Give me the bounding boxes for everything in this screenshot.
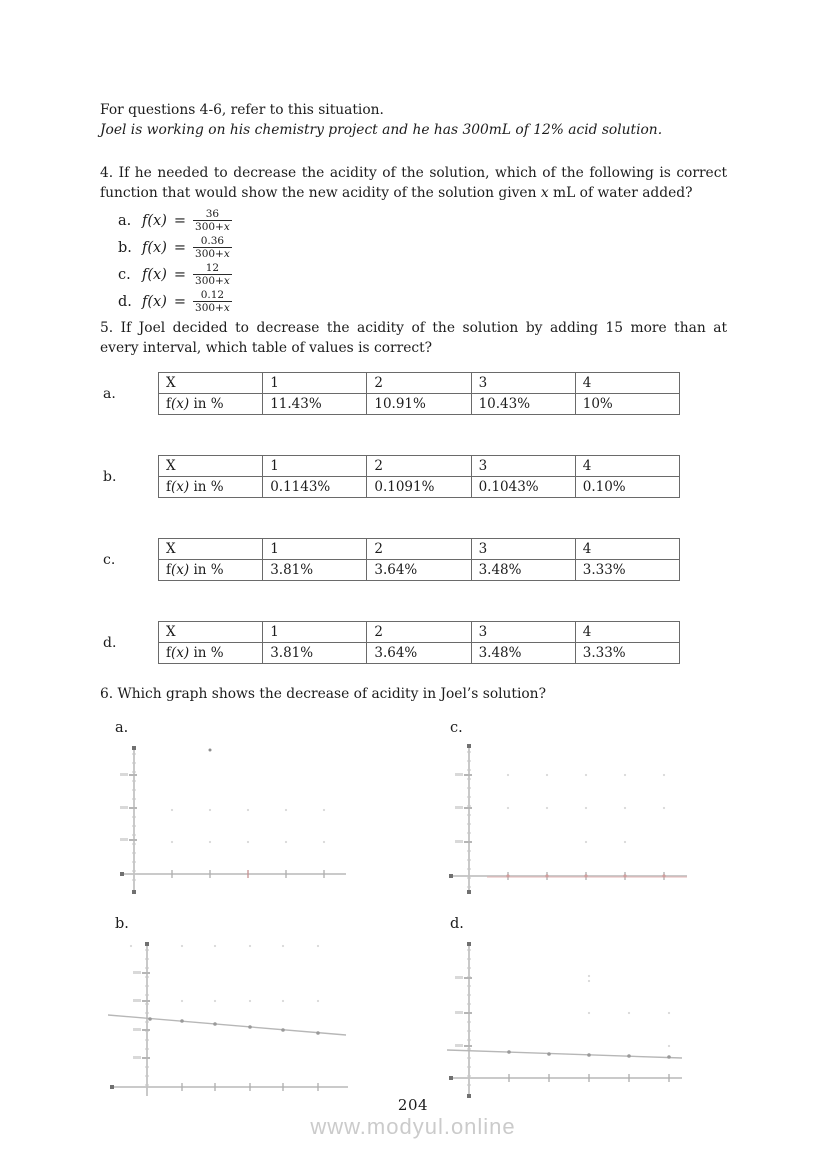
table-value-cell: 3.33% — [575, 643, 679, 664]
option-label: c. — [118, 266, 131, 283]
table-header-row — [159, 456, 680, 477]
row-label-rest: in % — [189, 395, 224, 412]
equals-sign: = — [173, 293, 187, 310]
table-header-cell: X — [159, 456, 263, 477]
fraction — [193, 262, 232, 287]
function-notation: f(x) — [142, 212, 167, 229]
row-label-f: f — [166, 561, 171, 578]
fraction-numerator: 0.36 — [200, 235, 225, 247]
page-number: 204 — [397, 1096, 429, 1114]
denominator-variable: x — [223, 302, 230, 314]
table-header-row — [159, 373, 680, 394]
graph-label: b. — [115, 915, 129, 932]
question-4-text-pre: function that would show the new acidity of the solution given — [100, 184, 541, 201]
question-5-tables — [100, 372, 727, 664]
table-value-row — [159, 477, 680, 498]
fraction-denominator — [193, 247, 232, 260]
table-value-cell: 3.64% — [367, 560, 471, 581]
equals-sign: = — [173, 239, 187, 256]
table-value-cell: 3.81% — [263, 643, 367, 664]
table-label: a. — [103, 385, 116, 402]
graph-option-b — [100, 916, 447, 1104]
option-label: b. — [118, 239, 132, 256]
table-value-cell: 11.43% — [263, 394, 367, 415]
table-header-cell: 3 — [471, 456, 575, 477]
function-notation: f(x) — [142, 239, 167, 256]
graph-label: c. — [450, 719, 463, 736]
graph-option-a — [100, 720, 447, 904]
table-value-cell: 3.64% — [367, 643, 471, 664]
row-label-x: (x) — [171, 561, 190, 578]
table-value-cell: 0.1143% — [263, 477, 367, 498]
table-value-cell: 3.48% — [471, 643, 575, 664]
fraction-numerator: 36 — [205, 208, 220, 220]
values-table — [158, 455, 680, 498]
row-label-f: f — [166, 478, 171, 495]
table-header-cell: 4 — [575, 373, 679, 394]
table-value-cell: 3.48% — [471, 560, 575, 581]
table-value-row — [159, 394, 680, 415]
values-table — [158, 621, 680, 664]
row-label-rest: in % — [189, 478, 224, 495]
denominator-constant: 300+ — [195, 248, 224, 260]
question-5-text-line-1: 5. If Joel decided to decrease the acidity of the solution by adding 15 more than at — [100, 320, 727, 336]
denominator-constant: 300+ — [195, 275, 224, 287]
question-4-text-post: mL of water added? — [548, 184, 693, 201]
option-label: a. — [118, 212, 132, 229]
values-table — [158, 538, 680, 581]
graph-a-plot — [118, 740, 350, 900]
table-header-cell: 2 — [367, 622, 471, 643]
fraction — [193, 208, 232, 233]
table-header-cell: 1 — [263, 373, 367, 394]
table-header-cell: 4 — [575, 456, 679, 477]
table-label: b. — [103, 468, 117, 485]
row-label-cell — [159, 643, 263, 664]
answer-table-b — [100, 455, 727, 498]
row-label-cell — [159, 394, 263, 415]
table-header-cell: X — [159, 373, 263, 394]
fraction-denominator — [193, 274, 232, 287]
fraction-numerator: 12 — [205, 262, 220, 274]
watermark: www.modyul.online — [310, 1114, 516, 1139]
table-header-cell: 4 — [575, 539, 679, 560]
intro-line-2: Joel is working on his chemistry project and he has 300mL of 12% acid solution. — [100, 121, 663, 138]
row-label-cell — [159, 560, 263, 581]
option-b — [118, 234, 727, 261]
question-4-text-line-2 — [100, 184, 727, 204]
row-label-f: f — [166, 395, 171, 412]
function-notation: f(x) — [142, 293, 167, 310]
question-4-options — [100, 207, 727, 315]
option-a — [118, 207, 727, 234]
option-label: d. — [118, 293, 132, 310]
intro-line-1: For questions 4-6, refer to this situation. — [100, 102, 384, 118]
table-value-cell: 3.33% — [575, 560, 679, 581]
table-header-cell: 2 — [367, 539, 471, 560]
table-value-cell: 10.43% — [471, 394, 575, 415]
table-value-row — [159, 560, 680, 581]
table-header-cell: 3 — [471, 622, 575, 643]
option-c — [118, 261, 727, 288]
denominator-constant: 300+ — [195, 221, 224, 233]
row-label-rest: in % — [189, 561, 224, 578]
graph-option-c — [447, 720, 727, 904]
fraction — [193, 289, 232, 314]
table-header-cell: 3 — [471, 539, 575, 560]
page-content — [100, 101, 727, 1104]
equals-sign: = — [173, 212, 187, 229]
denominator-variable: x — [223, 248, 230, 260]
fraction-denominator — [193, 301, 232, 314]
question-4-variable: x — [540, 184, 549, 201]
row-label-x: (x) — [171, 644, 190, 661]
table-value-cell: 0.1091% — [367, 477, 471, 498]
question-4-text-line-1: 4. If he needed to decrease the acidity of the solution, which of the following is correct — [100, 165, 727, 181]
table-header-row — [159, 622, 680, 643]
option-d — [118, 288, 727, 315]
question-4 — [100, 164, 727, 315]
table-header-cell: 1 — [263, 456, 367, 477]
graph-label: a. — [115, 719, 129, 736]
equals-sign: = — [173, 266, 187, 283]
question-6-graphs — [100, 720, 727, 1104]
question-5 — [100, 319, 727, 358]
table-value-cell: 10% — [575, 394, 679, 415]
function-notation: f(x) — [142, 266, 167, 283]
values-table — [158, 372, 680, 415]
table-header-cell: 4 — [575, 622, 679, 643]
denominator-variable: x — [223, 275, 230, 287]
table-header-cell: 2 — [367, 456, 471, 477]
denominator-constant: 300+ — [195, 302, 224, 314]
denominator-variable: x — [223, 221, 230, 233]
row-label-f: f — [166, 644, 171, 661]
graph-d-plot — [447, 936, 696, 1100]
table-header-cell: X — [159, 539, 263, 560]
table-value-cell: 0.1043% — [471, 477, 575, 498]
table-value-cell: 3.81% — [263, 560, 367, 581]
fraction-numerator: 0.12 — [200, 289, 225, 301]
row-label-cell — [159, 477, 263, 498]
table-header-row — [159, 539, 680, 560]
fraction-denominator — [193, 220, 232, 233]
answer-table-d — [100, 621, 727, 664]
table-value-cell: 10.91% — [367, 394, 471, 415]
table-value-cell: 0.10% — [575, 477, 679, 498]
answer-table-a — [100, 372, 727, 415]
table-label: d. — [103, 634, 117, 651]
table-header-cell: 2 — [367, 373, 471, 394]
fraction — [193, 235, 232, 260]
table-header-cell: 1 — [263, 622, 367, 643]
row-label-x: (x) — [171, 478, 190, 495]
table-header-cell: 1 — [263, 539, 367, 560]
table-header-cell: 3 — [471, 373, 575, 394]
table-header-cell: X — [159, 622, 263, 643]
question-6 — [100, 685, 727, 705]
row-label-rest: in % — [189, 644, 224, 661]
table-value-row — [159, 643, 680, 664]
row-label-x: (x) — [171, 395, 190, 412]
table-label: c. — [103, 551, 116, 568]
question-6-text: 6. Which graph shows the decrease of acidity in Joel’s solution? — [100, 686, 546, 702]
graph-c-plot — [447, 740, 692, 900]
graph-label: d. — [450, 915, 464, 932]
graph-b-plot — [108, 936, 352, 1100]
graph-option-d — [447, 916, 727, 1104]
answer-table-c — [100, 538, 727, 581]
question-5-text-line-2: every interval, which table of values is correct? — [100, 339, 433, 356]
